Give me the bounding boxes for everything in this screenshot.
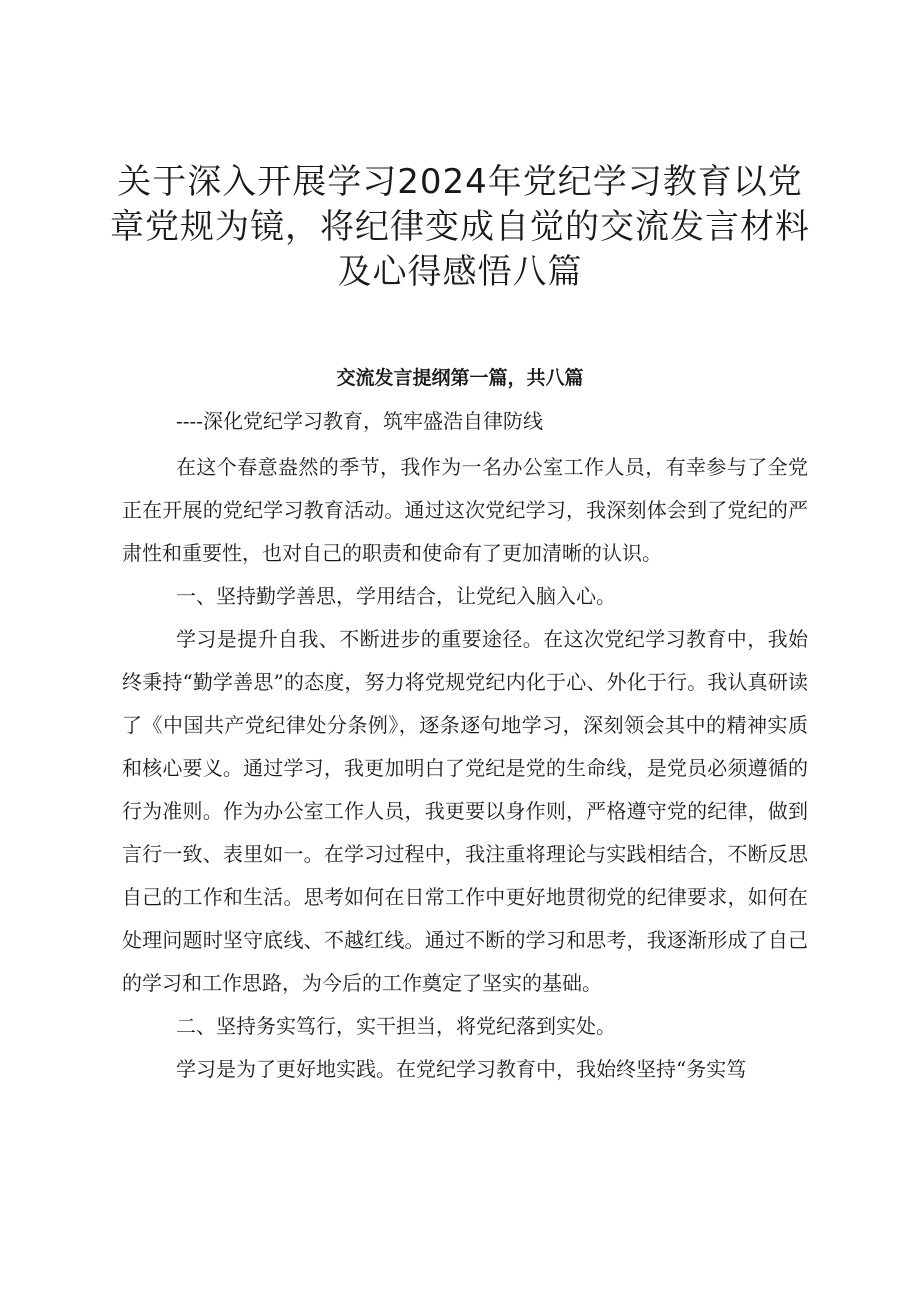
paragraph-point-two-heading: 二、坚持务实笃行，实干担当，将党纪落到实处。 bbox=[176, 1014, 616, 1038]
document-title: 关于深入开展学习2024年党纪学习教育以党章党规为镜，将纪律变成自觉的交流发言材料及心得感悟八篇 bbox=[110, 162, 810, 292]
section-subtitle: ----深化党纪学习教育，筑牢盛浩自律防线 bbox=[176, 409, 544, 433]
paragraph-point-one-heading: 一、坚持勤学善思，学用结合，让党纪入脑入心。 bbox=[176, 584, 616, 608]
document-body bbox=[122, 446, 808, 1091]
section-heading: 交流发言提纲第一篇，共八篇 bbox=[336, 367, 584, 389]
paragraph-point-one-body: 学习是提升自我、不断进步的重要途径。在这次党纪学习教育中，我始终秉持“勤学善思”的态度，努力将党规党纪内化于心、外化于行。我认真研读了《中国共产党纪律处分条例》，逐条逐句地学习，深刻领会其中的精神实质和核心要义。通过学习，我更加明白了党纪是党的生命线，是党员必须遵循的行为准则。作为办公室工作人员，我更要以身作则，严格遵守党的纪律，做到言行一致、表里如一。在学习过程中，我注重将理论与实践相结合，不断反思自己的工作和生活。思考如何在日常工作中更好地贯彻党的纪律要求，如何在处理问题时坚守底线、不越红线。通过不断的学习和思考，我逐渐形成了自己的学习和工作思路，为今后的工作奠定了坚实的基础。 bbox=[122, 627, 808, 995]
paragraph-point-two-body: 学习是为了更好地实践。在党纪学习教育中，我始终坚持“务实笃 bbox=[176, 1057, 747, 1081]
paragraph-intro: 在这个春意盎然的季节，我作为一名办公室工作人员，有幸参与了全党正在开展的党纪学习教育活动。通过这次党纪学习，我深刻体会到了党纪的严肃性和重要性，也对自己的职责和使命有了更加清晰的认识。 bbox=[122, 455, 808, 565]
